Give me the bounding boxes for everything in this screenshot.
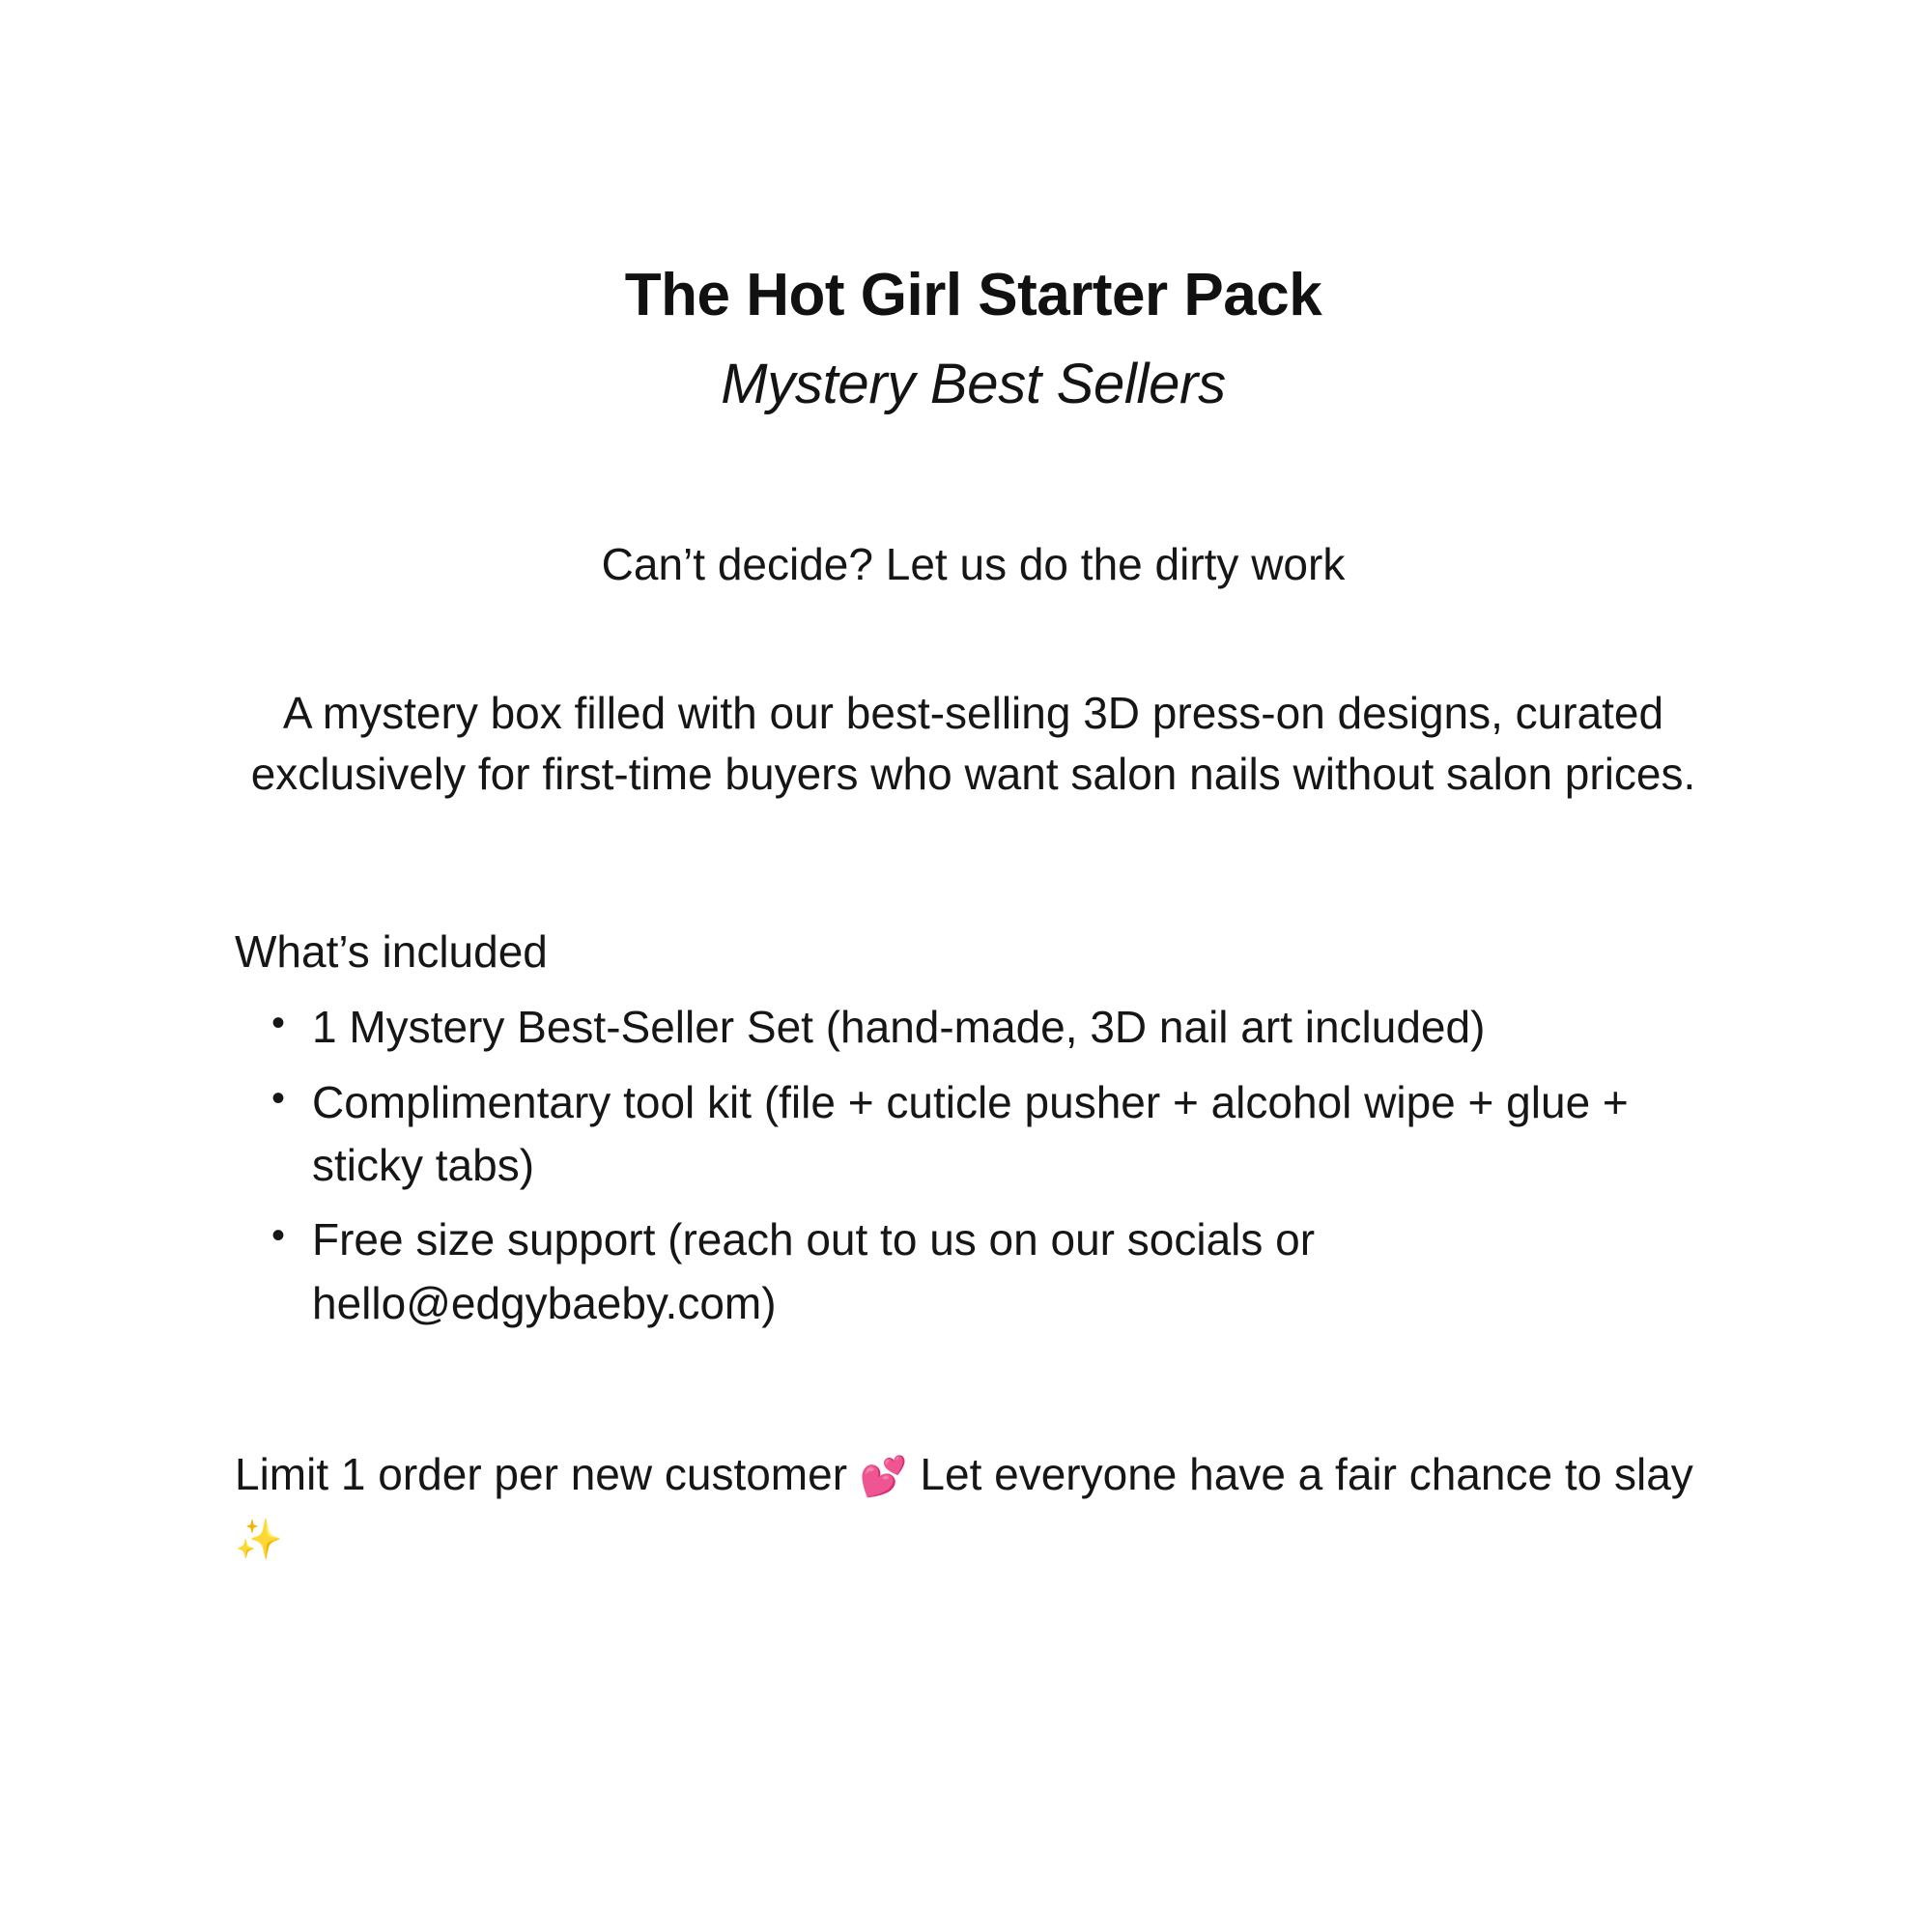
footnote-fairness-text: Let everyone have a fair chance to slay xyxy=(920,1448,1693,1499)
description-text: A mystery box filled with our best-selling 3D press-on designs, curated exclusively for first-time buyers who want salon nails without salon prices. xyxy=(250,687,1696,800)
product-description-block xyxy=(227,261,1719,1570)
tagline-text: Can’t decide? Let us do the dirty work xyxy=(601,538,1346,589)
included-list xyxy=(227,996,1719,1335)
list-item: • Complimentary tool kit (file + cuticle pusher + alcohol wipe + glue + sticky tabs) xyxy=(312,1071,1719,1198)
sparkles-icon: ✨ xyxy=(235,1518,283,1563)
footnote-limit-text: Limit 1 order per new customer xyxy=(235,1448,848,1499)
footnote-text xyxy=(235,1443,1719,1570)
list-item: • 1 Mystery Best-Seller Set (hand-made, 3D nail art included) xyxy=(312,996,1719,1059)
list-item: • Free size support (reach out to us on our socials or hello@edgybaeby.com) xyxy=(312,1208,1719,1335)
page-subtitle: Mystery Best Sellers xyxy=(721,353,1226,416)
heart-icon: 💕 xyxy=(859,1454,908,1499)
included-heading: What’s included xyxy=(235,925,548,977)
page-title: The Hot Girl Starter Pack xyxy=(624,262,1322,328)
